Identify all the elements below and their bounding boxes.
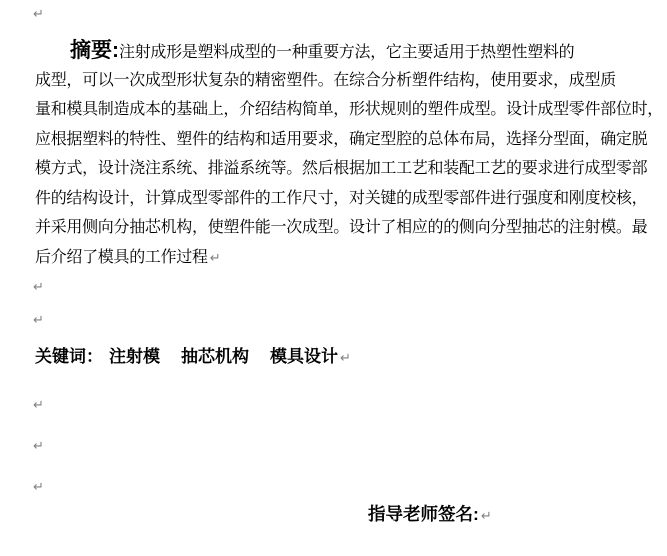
paragraph-mark: ↵ bbox=[33, 397, 44, 412]
keywords-line bbox=[35, 346, 351, 368]
paragraph-mark: ↵ bbox=[33, 6, 44, 21]
advisor-signature-label: 指导老师签名: bbox=[368, 504, 479, 524]
keyword-item: 模具设计 bbox=[270, 347, 338, 366]
keyword-item: 注射模 bbox=[109, 347, 160, 366]
abstract-line bbox=[35, 36, 650, 66]
paragraph-mark: ↵ bbox=[340, 350, 351, 365]
keywords-label: 关键词： bbox=[35, 347, 103, 366]
paragraph-mark: ↵ bbox=[33, 438, 44, 453]
abstract-line: 量和模具制造成本的基础上，介绍结构简单，形状规则的塑件成型。设计成型零件部位时， bbox=[35, 101, 664, 118]
advisor-signature-line bbox=[368, 503, 492, 525]
abstract-line: 模方式，设计浇注系统、排溢系统等。然后根据加工工艺和装配工艺的要求进行成型零部 bbox=[35, 160, 648, 177]
paragraph-mark: ↵ bbox=[33, 279, 44, 294]
paragraph-mark: ↵ bbox=[33, 312, 44, 327]
paragraph-mark: ↵ bbox=[209, 249, 221, 265]
paragraph-mark: ↵ bbox=[480, 508, 492, 523]
abstract-line: 应根据塑料的特性、塑件的结构和适用要求，确定型腔的总体布局，选择分型面，确定脱 bbox=[35, 130, 648, 148]
paragraph-mark: ↵ bbox=[33, 479, 44, 494]
keyword-item: 抽芯机构 bbox=[181, 347, 249, 366]
abstract-line: 件的结构设计，计算成型零部件的工作尺寸，对关键的成型零部件进行强度和刚度校核， bbox=[35, 189, 648, 207]
abstract-paragraph bbox=[35, 36, 664, 272]
abstract-heading: 摘要: bbox=[70, 39, 119, 62]
abstract-line bbox=[35, 243, 650, 273]
abstract-text: 注射成形是塑料成型的一种重要方法，它主要适用于热塑性塑料的 bbox=[119, 44, 575, 61]
abstract-text: 后介绍了模具的工作过程 bbox=[35, 248, 208, 266]
abstract-line: 并采用侧向分抽芯机构，使塑件能一次成型。设计了相应的的侧向分型抽芯的注射模。最 bbox=[35, 219, 648, 236]
abstract-line: 成型，可以一次成型形状复杂的精密塑件。在综合分析塑件结构，使用要求，成型质 bbox=[35, 71, 616, 89]
